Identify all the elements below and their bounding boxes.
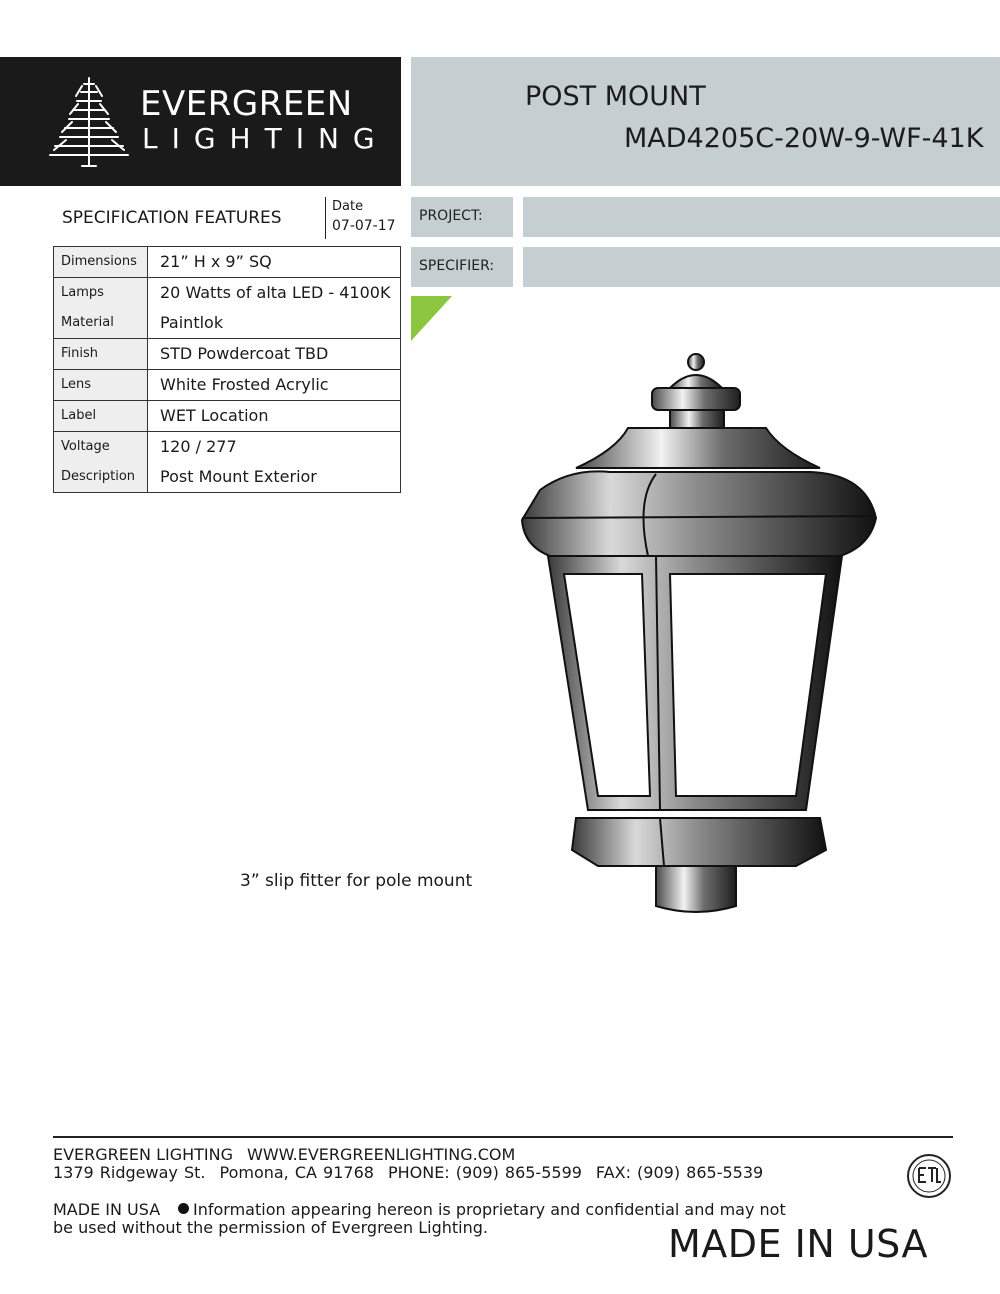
green-corner-accent [411,296,453,342]
spec-row [54,370,401,401]
specifier-label-box [411,247,513,287]
brand-sub: LIGHTING [142,122,389,155]
spec-key: Dimensions [61,254,137,269]
spec-row [54,278,401,339]
spec-key: Finish [61,346,99,361]
divider [325,197,326,239]
spec-key: Voltage [61,439,110,454]
specifier-label: SPECIFIER: [419,258,495,274]
footer-address: 1379 Ridgeway St. [53,1163,206,1182]
footer-phone: PHONE: (909) 865-5599 [387,1163,582,1182]
spec-row [54,401,401,432]
bullet-icon [178,1203,189,1214]
spec-value: WET Location [160,406,269,425]
date-value: 07-07-17 [332,218,396,234]
footer-website[interactable]: WWW.EVERGREENLIGHTING.COM [247,1145,516,1164]
spec-value: STD Powdercoat TBD [160,344,329,363]
fitter-note: 3” slip fitter for pole mount [240,871,473,891]
project-field[interactable] [523,197,1000,237]
spec-value: White Frosted Acrylic [160,375,329,394]
specifier-field[interactable] [523,247,1000,287]
footer-contact-line [53,1163,763,1182]
footer-company-line [53,1145,515,1164]
footer-fax: FAX: (909) 865-5539 [595,1163,764,1182]
spec-row [54,247,401,278]
spec-section-title: SPECIFICATION FEATURES [62,208,282,228]
spec-value: 20 Watts of alta LED - 4100K [160,283,391,302]
footer-notice-line1: Information appearing hereon is proprietary and confidential and may not [193,1200,786,1219]
spec-key: Label [61,408,97,423]
made-in-usa-banner: MADE IN USA [668,1222,928,1266]
spec-value: 21” H x 9” SQ [160,252,272,271]
project-label: PROJECT: [419,208,483,224]
date-label: Date [332,199,364,214]
footer-notice-line2: be used without the permission of Evergreen Lighting. [53,1218,488,1237]
product-model: MAD4205C-20W-9-WF-41K [624,123,984,154]
product-type: POST MOUNT [525,81,706,112]
brand-name: EVERGREEN [140,84,353,124]
post-mount-lantern-illustration [510,350,890,920]
footer-city: Pomona, CA 91768 [219,1163,374,1182]
etl-listed-icon [906,1153,952,1199]
spec-key: Lens [61,377,92,392]
spec-key: Material [61,315,114,330]
spec-value: Paintlok [160,313,224,332]
spec-row [54,432,401,493]
spec-value: 120 / 277 [160,437,237,456]
footer-made-label: MADE IN USA [53,1200,161,1219]
spec-table [53,246,401,493]
spec-key: Lamps [61,285,104,300]
title-panel [411,57,1000,186]
spec-key: Description [61,469,136,484]
spec-row [54,339,401,370]
evergreen-tree-icon [46,74,132,174]
footer-divider [53,1136,953,1138]
project-label-box [411,197,513,237]
footer-company: EVERGREEN LIGHTING [53,1145,233,1164]
spec-value: Post Mount Exterior [160,467,317,486]
